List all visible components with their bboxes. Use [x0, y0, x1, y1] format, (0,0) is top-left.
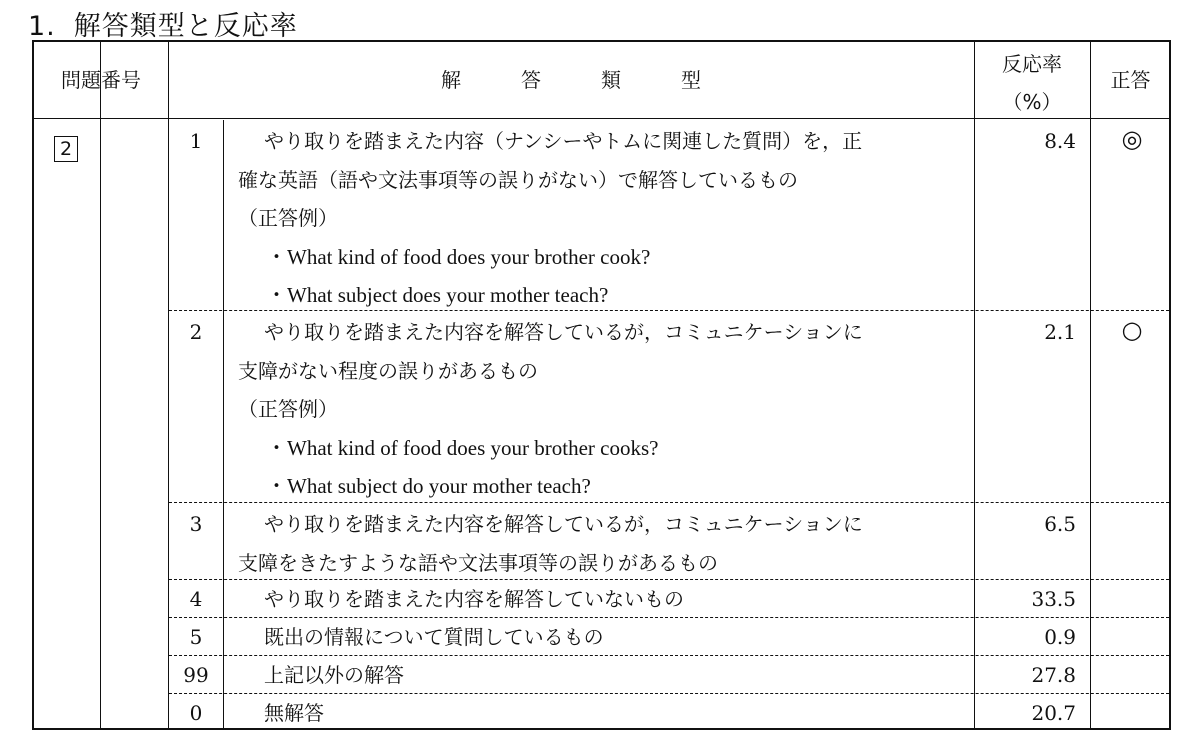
row-rate: 2.1 — [1044, 320, 1076, 344]
header-rate-unit: （%） — [1002, 90, 1062, 114]
description-line: 確な英語（語や文法事項等の誤りがない）で解答しているもの — [238, 167, 798, 192]
description-line: 支障をきたすような語や文法事項等の誤りがあるもの — [238, 550, 718, 575]
row-rate: 20.7 — [1031, 701, 1076, 725]
example-line: ・What kind of food does your brother cooks? — [266, 435, 659, 460]
divider — [223, 120, 224, 728]
row-description — [238, 656, 976, 695]
header-correct: 正答 — [1110, 68, 1151, 92]
row-description — [238, 694, 976, 733]
description-line: やり取りを踏まえた内容を解答しているが，コミュニケーションに — [264, 512, 863, 536]
row-rate: 8.4 — [1044, 129, 1076, 153]
header-problem-no: 問題番号 — [61, 68, 141, 92]
section-title-text: 解答類型と反応率 — [73, 11, 298, 42]
description-line: 支障がない程度の誤りがあるもの — [238, 358, 538, 383]
section-number: 1. — [28, 11, 56, 42]
row-rate: 27.8 — [1031, 663, 1076, 687]
row-code: 1 — [189, 129, 203, 153]
row-description — [238, 580, 976, 619]
row-code: 0 — [189, 701, 203, 725]
divider — [100, 42, 101, 728]
header-divider — [34, 118, 1169, 119]
description-line: 無解答 — [264, 701, 324, 725]
row-rate: 6.5 — [1044, 512, 1076, 536]
row-code: 5 — [189, 625, 203, 649]
double-circle-icon: ◎ — [1121, 125, 1143, 153]
description-line: やり取りを踏まえた内容を解答しているが，コミュニケーションに — [264, 320, 863, 344]
description-line: （正答例） — [238, 206, 338, 230]
divider — [168, 42, 169, 728]
example-line: ・What kind of food does your brother cook? — [266, 244, 651, 269]
header-answer-type: 解 答 類 型 — [441, 68, 701, 92]
description-line: （正答例） — [238, 397, 338, 421]
header-rate: 反応率 — [1002, 52, 1062, 76]
description-line: 既出の情報について質問しているもの — [264, 625, 604, 649]
section-title — [28, 4, 298, 43]
row-description — [238, 618, 976, 657]
row-code: 4 — [189, 587, 203, 611]
row-code: 3 — [189, 512, 203, 536]
row-code: 2 — [189, 320, 203, 344]
example-line: ・What subject does your mother teach? — [266, 283, 609, 307]
circle-icon: ○ — [1121, 316, 1143, 344]
description-line: 上記以外の解答 — [264, 663, 404, 687]
row-rate: 0.9 — [1044, 625, 1076, 649]
row-description — [238, 313, 976, 506]
answer-type-table — [32, 40, 1171, 730]
row-code: 99 — [183, 663, 209, 687]
divider — [1090, 42, 1091, 728]
description-line: やり取りを踏まえた内容を解答していないもの — [264, 587, 684, 611]
row-description — [238, 122, 976, 315]
row-description — [238, 505, 976, 582]
row-rate: 33.5 — [1031, 587, 1076, 611]
problem-number: 2 — [54, 136, 78, 162]
example-line: ・What subject do your mother teach? — [266, 474, 591, 498]
description-line: やり取りを踏まえた内容（ナンシーやトムに関連した質問）を，正 — [264, 129, 863, 153]
